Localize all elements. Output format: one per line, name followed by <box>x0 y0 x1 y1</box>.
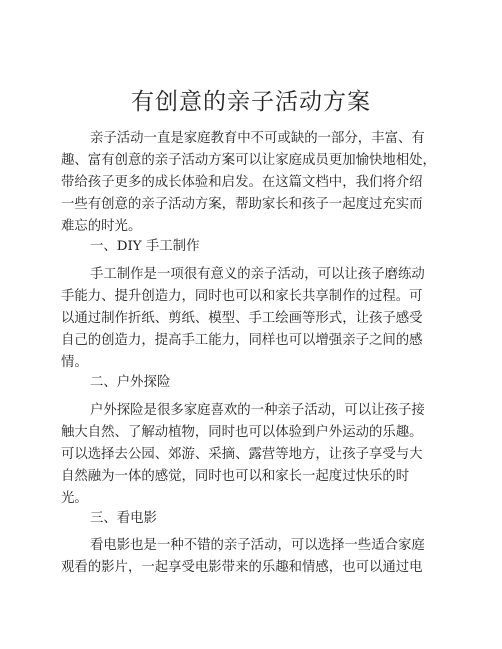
paragraph-line: 观看的影片，一起享受电影带来的乐趣和情感，也可以通过电 <box>61 560 423 575</box>
paragraph-line: 一些有创意的亲子活动方案，帮助家长和孩子一起度过充实而 <box>61 197 423 212</box>
paragraph-line: 可以选择去公园、郊游、采摘、露营等地方，让孩子享受与大 <box>61 447 423 462</box>
paragraph-line: 户外探险是很多家庭喜欢的一种亲子活动，可以让孩子接 <box>90 403 425 418</box>
section-paragraph-diy <box>61 264 444 374</box>
paragraph-line: 亲子活动一直是家庭教育中不可或缺的一部分，丰富、有 <box>90 131 425 146</box>
paragraph-line: 手工制作是一项很有意义的亲子活动，可以让孩子磨练动 <box>90 267 425 282</box>
paragraph-line: 以通过制作折纸、剪纸、模型、手工绘画等形式，让孩子感受 <box>61 311 423 326</box>
paragraph-line: 带给孩子更多的成长体验和启发。在这篇文档中，我们将介绍 <box>61 175 423 190</box>
intro-paragraph <box>61 128 444 238</box>
section-heading-outdoor: 二、户外探险 <box>90 375 171 390</box>
paragraph-line: 光。 <box>61 491 88 506</box>
paragraph-line: 手能力、提升创造力，同时也可以和家长共享制作的过程。可 <box>61 289 423 304</box>
paragraph-line: 触大自然、了解动植物，同时也可以体验到户外运动的乐趣。 <box>61 425 423 440</box>
section-heading-movie: 三、看电影 <box>90 511 157 526</box>
paragraph-line: 情。 <box>61 355 88 370</box>
document-title: 有创意的亲子活动方案 <box>131 89 371 115</box>
paragraph-line: 难忘的时光。 <box>61 219 142 234</box>
section-heading-diy: 一、DIY 手工制作 <box>90 239 200 254</box>
paragraph-line: 看电影也是一种不错的亲子活动，可以选择一些适合家庭 <box>90 538 425 553</box>
section-paragraph-outdoor <box>61 400 444 510</box>
paragraph-line: 趣、富有创意的亲子活动方案可以让家庭成员更加愉快地相处， <box>61 153 436 168</box>
paragraph-line: 自己的创造力，提高手工能力，同样也可以增强亲子之间的感 <box>61 333 423 348</box>
paragraph-line: 自然融为一体的感觉，同时也可以和家长一起度过快乐的时 <box>61 469 410 484</box>
section-paragraph-movie <box>61 535 444 579</box>
